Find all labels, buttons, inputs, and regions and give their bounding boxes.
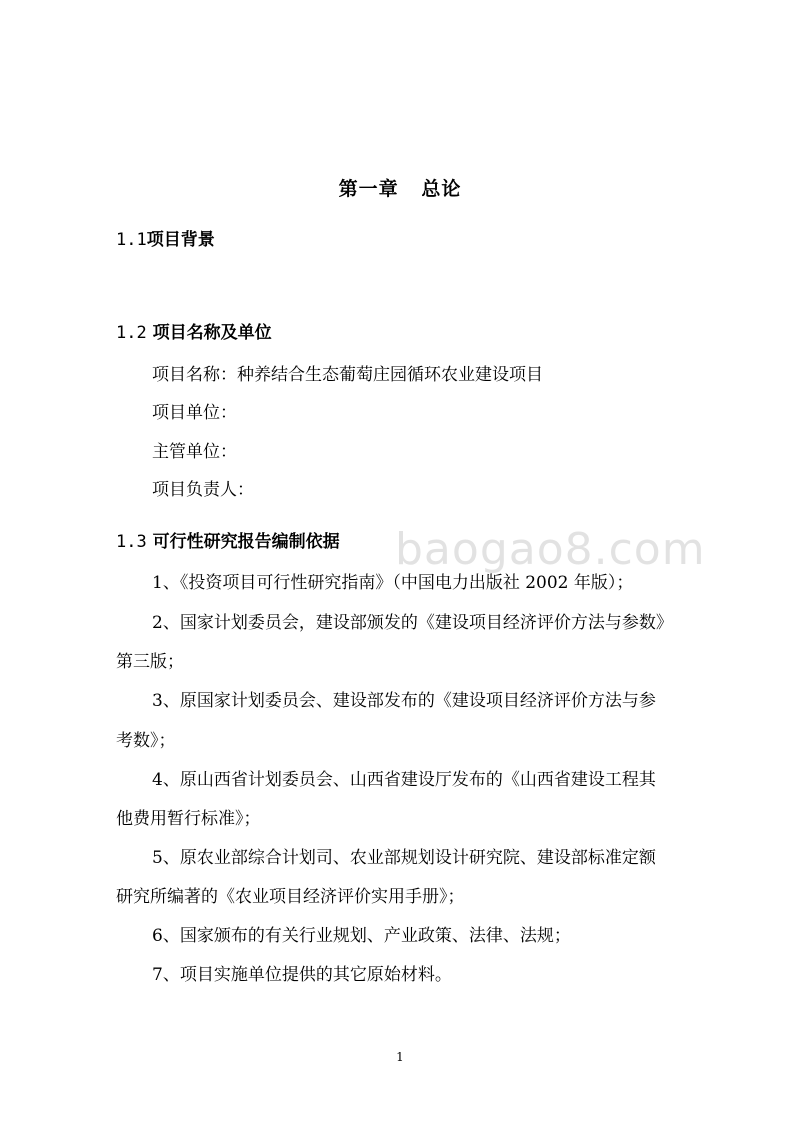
chapter-title: 第一章 总论 [338,178,462,200]
section-number: 1.3 [116,532,147,552]
section-heading-1-2 [116,318,272,343]
page-number: 1 [396,1050,404,1064]
basis-item-7-line-1: 7、项目实施单位提供的其它原始材料。 [152,965,452,985]
section-title: 项目背景 [146,230,215,250]
basis-item-4-line-1: 4、原山西省计划委员会、山西省建设厅发布的《山西省建设工程其 [152,770,656,790]
basis-item-2-line-2: 第三版； [116,652,184,672]
project-leader-line: 项目负责人： [152,480,254,500]
basis-item-2-line-1: 2、国家计划委员会，建设部颁发的《建设项目经济评价方法与参数》 [152,613,673,633]
section-heading-1-3 [116,527,340,552]
section-number: 1.2 [116,323,147,343]
basis-item-5-line-1: 5、原农业部综合计划司、农业部规划设计研究院、建设部标准定额 [152,848,656,868]
supervisor-unit-line: 主管单位： [152,442,237,462]
basis-item-6-line-1: 6、国家颁布的有关行业规划、产业政策、法律、法规； [152,926,571,946]
section-heading-1-1 [116,225,215,250]
section-title: 项目名称及单位 [152,323,272,343]
watermark: baogao8.com [395,524,706,575]
basis-item-1-line-1: 1、《投资项目可行性研究指南》（中国电力出版社 2002 年版）； [152,573,634,593]
project-unit-line: 项目单位： [152,403,237,423]
section-title: 可行性研究报告编制依据 [152,532,340,552]
basis-item-3-line-1: 3、原国家计划委员会、建设部发布的《建设项目经济评价方法与参 [152,691,656,711]
basis-item-5-line-2: 研究所编著的《农业项目经济评价实用手册》； [116,887,465,907]
basis-item-4-line-2: 他费用暂行标准》； [116,809,261,829]
section-number: 1.1 [116,230,147,250]
project-name-line: 项目名称：种养结合生态葡萄庄园循环农业建设项目 [152,365,543,385]
basis-item-3-line-2: 考数》； [116,731,176,751]
